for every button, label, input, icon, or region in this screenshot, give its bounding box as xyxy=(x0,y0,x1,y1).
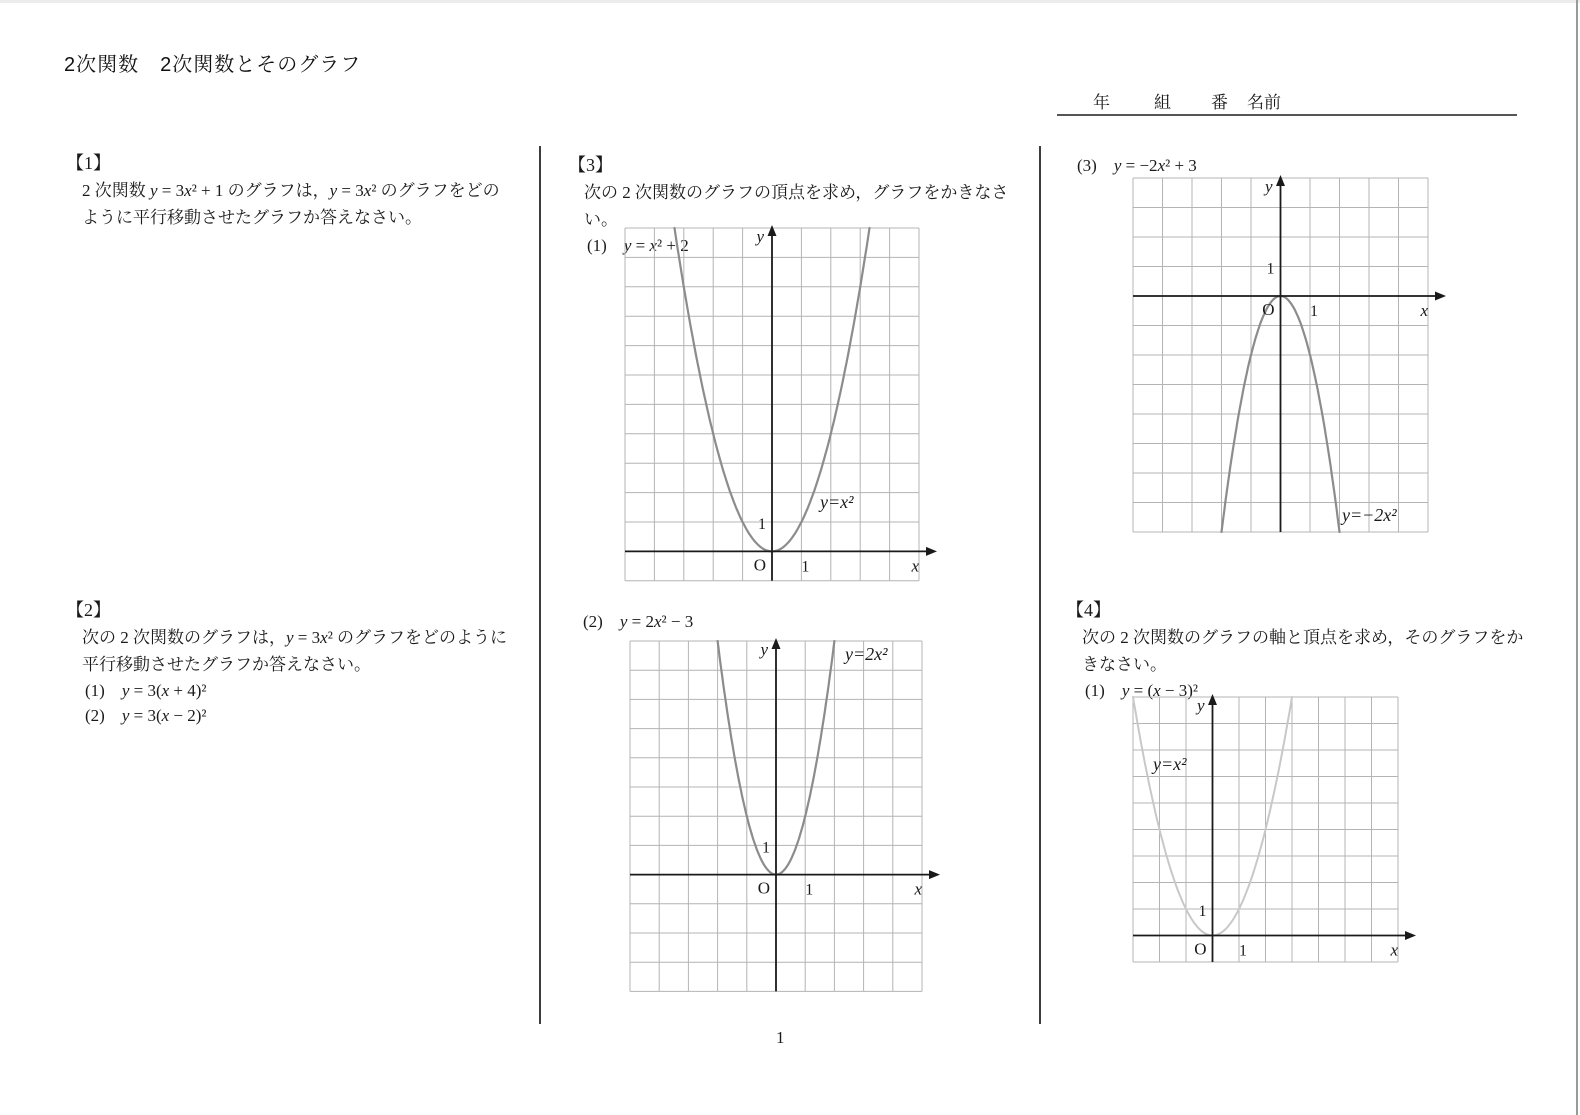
name-field xyxy=(1057,86,1517,116)
origin-label: O xyxy=(1194,939,1207,959)
problem-2-text-line-1: 次の 2 次関数のグラフは，y = 3x² のグラフをどのように xyxy=(82,628,508,647)
equation-label: y=2x² xyxy=(845,644,888,664)
problem-4-tag: 【4】 xyxy=(1066,600,1111,620)
x-axis-label: x xyxy=(911,556,919,576)
y-tick-1-label: 1 xyxy=(1266,260,1275,278)
problem-1-text-line-1: 2 次関数 y = 3x² + 1 のグラフは，y = 3x² のグラフをどの xyxy=(82,181,500,200)
graph-y-equals-x-squared-plus-2 xyxy=(624,224,938,594)
name-field-year-label: 年 xyxy=(1093,93,1110,112)
problem-1 xyxy=(66,150,531,231)
problem-4 xyxy=(1066,597,1531,703)
problem-2-tag: 【2】 xyxy=(66,600,111,620)
x-axis-arrowhead xyxy=(926,547,937,556)
equation-label: y=x² xyxy=(820,492,854,512)
origin-label: O xyxy=(757,878,770,898)
problem-3-tag: 【3】 xyxy=(568,155,613,175)
problem-2 xyxy=(66,597,541,728)
x-axis-label: x xyxy=(1420,301,1428,320)
y-tick-1-label: 1 xyxy=(762,839,770,857)
x-axis-arrowhead xyxy=(1435,292,1446,301)
graph-canvas xyxy=(629,637,941,1000)
y-axis-label: y xyxy=(1196,696,1205,715)
x-tick-1-label: 1 xyxy=(801,558,810,576)
x-tick-1-label: 1 xyxy=(1239,942,1247,960)
graph-y-equals-2x-squared-minus-3 xyxy=(629,637,941,1005)
graph-canvas xyxy=(624,224,938,589)
page-title: 2次関数 2次関数とそのグラフ xyxy=(64,54,362,76)
problem-2-item-2: (2) y = 3(x − 2)² xyxy=(85,706,207,725)
graph-canvas xyxy=(1132,174,1447,540)
page-top-edge xyxy=(0,0,1580,3)
x-axis-arrowhead xyxy=(1405,931,1416,940)
problem-3-question-2: (2) y = 2x² − 3 xyxy=(583,612,694,631)
y-axis-arrowhead xyxy=(768,225,777,236)
origin-label: O xyxy=(1262,300,1275,319)
column-separator-2 xyxy=(1039,146,1041,1024)
origin-label: O xyxy=(753,555,766,575)
page-right-edge xyxy=(1576,0,1578,1115)
problem-2-item-1: (1) y = 3(x + 4)² xyxy=(85,681,207,700)
equation-label: y=−2x² xyxy=(1342,505,1397,525)
problem-2-text-line-2: 平行移動させたグラフか答えなさい。 xyxy=(82,655,371,674)
problem-1-tag: 【1】 xyxy=(66,153,111,173)
x-axis-label: x xyxy=(1390,940,1398,960)
graph-y-equals-minus-2x-squared-plus-3 xyxy=(1132,174,1447,545)
y-axis-label: y xyxy=(756,227,764,246)
name-field-name-label: 名前 xyxy=(1247,93,1281,112)
y-axis-label: y xyxy=(1264,177,1273,196)
problem-4-text-line-1: 次の 2 次関数のグラフの軸と頂点を求め，そのグラフをか xyxy=(1082,628,1524,647)
name-field-number-label: 番 xyxy=(1211,93,1228,112)
graph-y-equals-x-minus-3-squared xyxy=(1132,693,1417,975)
y-axis-label: y xyxy=(760,640,768,659)
x-axis-arrowhead xyxy=(929,870,940,879)
y-tick-1-label: 1 xyxy=(1198,903,1207,920)
y-axis-arrowhead xyxy=(1208,694,1217,705)
x-tick-1-label: 1 xyxy=(805,881,814,899)
page-number: 1 xyxy=(776,1028,785,1047)
x-axis-label: x xyxy=(914,879,922,899)
x-tick-1-label: 1 xyxy=(1310,303,1318,320)
problem-1-text-line-2: ように平行移動させたグラフか答えなさい。 xyxy=(82,208,422,227)
name-field-class-label: 組 xyxy=(1154,93,1171,112)
equation-label: y=x² xyxy=(1153,754,1187,774)
problem-3-question-3: (3) y = −2x² + 3 xyxy=(1077,156,1197,175)
problem-3-text-line-1: 次の 2 次関数のグラフの頂点を求め，グラフをかきなさい。 xyxy=(584,183,1009,229)
problem-3-question-1: (1) y = x² + 2 xyxy=(587,236,689,255)
column-separator-1 xyxy=(539,146,541,1024)
graph-canvas xyxy=(1132,693,1417,970)
y-axis-arrowhead xyxy=(772,638,781,649)
problem-4-text-line-2: きなさい。 xyxy=(1082,655,1167,674)
problem-4-question-1: (1) y = (x − 3)² xyxy=(1085,681,1199,700)
y-axis-arrowhead xyxy=(1276,175,1285,186)
y-tick-1-label: 1 xyxy=(758,516,766,533)
